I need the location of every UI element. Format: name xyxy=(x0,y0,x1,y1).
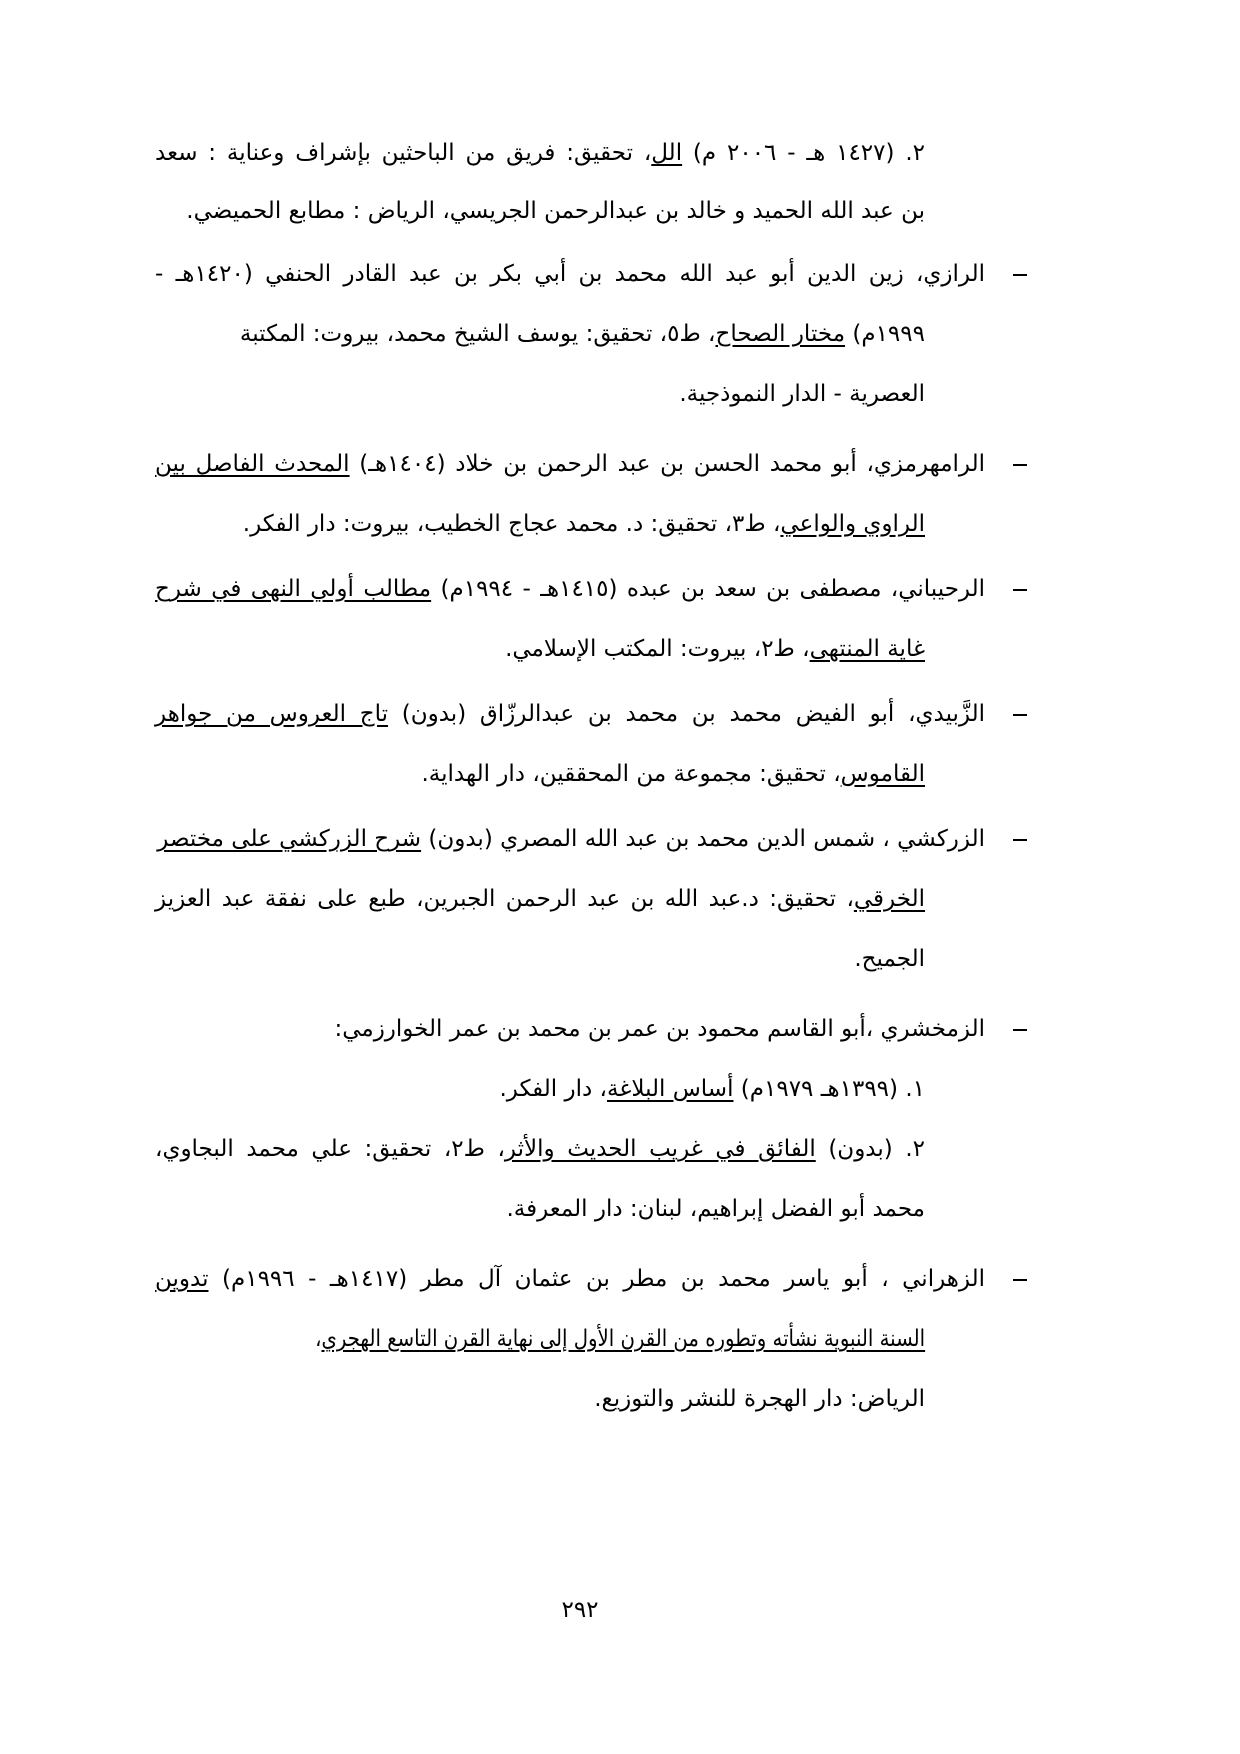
line-text: ١. (١٣٩٩هـ ١٩٧٩م) xyxy=(733,1076,925,1102)
bibliography-line xyxy=(240,318,925,350)
work-title: الفائق في غريب الحديث والأثر xyxy=(504,1136,816,1162)
line-text: ، دار الفكر. xyxy=(499,1076,607,1102)
work-title: القاموس xyxy=(840,761,925,787)
bibliography-line xyxy=(157,823,985,855)
work-title: أساس البلاغة xyxy=(606,1076,734,1102)
bibliography-line xyxy=(155,258,985,290)
line-text: ، تحقيق: د.عبد الله بن عبد الرحمن الجبرين، طبع على نفقة عبد العزيز xyxy=(155,886,854,912)
bibliography-line xyxy=(334,1013,985,1045)
bibliography-line xyxy=(315,1323,925,1355)
bibliography-line xyxy=(155,448,985,480)
work-title: غاية المنتهى xyxy=(809,636,925,662)
bibliography-line xyxy=(679,378,925,410)
bibliography-line xyxy=(155,1133,925,1165)
work-title: الل xyxy=(651,140,683,166)
line-text: الرامهرمزي، أبو محمد الحسن بن عبد الرحمن بن خلاد (١٤٠٤هـ) xyxy=(349,451,985,477)
line-text: الزهراني ، أبو ياسر محمد بن مطر بن عثمان آل مطر (١٤١٧هـ - ١٩٩٦م) xyxy=(208,1266,985,1292)
bibliography-line xyxy=(155,698,985,730)
line-text: الرازي، زين الدين أبو عبد الله محمد بن أبي بكر بن عبد القادر الحنفي (١٤٢٠هـ - xyxy=(155,261,985,287)
line-text: ، ط٢، تحقيق: علي محمد البجاوي، xyxy=(155,1136,505,1162)
bibliography-line xyxy=(155,573,985,605)
bibliography-line xyxy=(186,195,925,227)
line-text: ٢. (بدون) xyxy=(815,1136,925,1162)
bibliography-line xyxy=(155,1263,985,1295)
work-title: مختار الصحاح xyxy=(715,321,846,347)
line-text: الزمخشري ،أبو القاسم محمود بن عمر بن محمد بن عمر الخوارزمي: xyxy=(334,1016,985,1042)
bibliography-line xyxy=(155,137,925,169)
line-text: محمد أبو الفضل إبراهيم، لبنان: دار المعرفة. xyxy=(506,1196,925,1222)
work-title: مطالب أولي النهى في شرح xyxy=(155,576,432,602)
bullet-dash xyxy=(1013,714,1027,716)
line-text: ١٩٩٩م) xyxy=(845,321,925,347)
line-text: ، ط٣، تحقيق: د. محمد عجاج الخطيب، بيروت: دار الفكر. xyxy=(242,511,781,537)
work-title: شرح الزركشي على مختصر xyxy=(157,826,422,852)
line-text: الزركشي ، شمس الدين محمد بن عبد الله المصري (بدون) xyxy=(421,826,985,852)
work-title: المحدث الفاصل بين xyxy=(155,451,350,477)
bibliography-line xyxy=(854,943,925,975)
bullet-dash xyxy=(1013,1279,1027,1281)
bullet-dash xyxy=(1013,1029,1027,1031)
bullet-dash xyxy=(1013,839,1027,841)
bibliography-line xyxy=(594,1383,925,1415)
bibliography-line xyxy=(421,758,925,790)
bibliography-line xyxy=(506,1193,925,1225)
bibliography-line xyxy=(243,508,925,540)
bibliography-line xyxy=(155,883,925,915)
bibliography-line xyxy=(499,1073,925,1105)
page-number: ٢٩٢ xyxy=(561,1597,599,1623)
line-text: ، ط٥، تحقيق: يوسف الشيخ محمد، بيروت: المكتبة xyxy=(239,321,716,347)
line-text: الجميح. xyxy=(854,946,925,972)
work-title: تدوين xyxy=(155,1266,209,1292)
line-text: الزَّبيدي، أبو الفيض محمد بن محمد بن عبدالرزّاق (بدون) xyxy=(388,701,985,727)
line-text: ، xyxy=(315,1326,322,1352)
line-text: بن عبد الله الحميد و خالد بن عبدالرحمن الجريسي، الرياض : مطابع الحميضي. xyxy=(186,198,925,224)
work-title: السنة النبوية نشأته وتطوره من القرن الأول إلى نهاية القرن التاسع الهجري xyxy=(321,1326,926,1352)
bullet-dash xyxy=(1013,589,1027,591)
line-text: ٢. (١٤٢٧ هـ - ٢٠٠٦ م) xyxy=(682,140,925,166)
bibliography-line xyxy=(505,633,925,665)
line-text: العصرية - الدار النموذجية. xyxy=(679,381,925,407)
line-text: ، تحقيق: فريق من الباحثين بإشراف وعناية : سعد xyxy=(155,140,652,166)
line-text: ، تحقيق: مجموعة من المحققين، دار الهداية. xyxy=(421,761,841,787)
work-title: الراوي والواعي xyxy=(780,511,925,537)
line-text: الرياض: دار الهجرة للنشر والتوزيع. xyxy=(594,1386,925,1412)
bullet-dash xyxy=(1013,274,1027,276)
work-title: الخرقي xyxy=(853,886,925,912)
line-text: ، ط٢، بيروت: المكتب الإسلامي. xyxy=(505,636,810,662)
bullet-dash xyxy=(1013,464,1027,466)
work-title: تاج العروس من جواهر xyxy=(155,701,389,727)
line-text: الرحيباني، مصطفى بن سعد بن عبده (١٤١٥هـ - ١٩٩٤م) xyxy=(431,576,985,602)
